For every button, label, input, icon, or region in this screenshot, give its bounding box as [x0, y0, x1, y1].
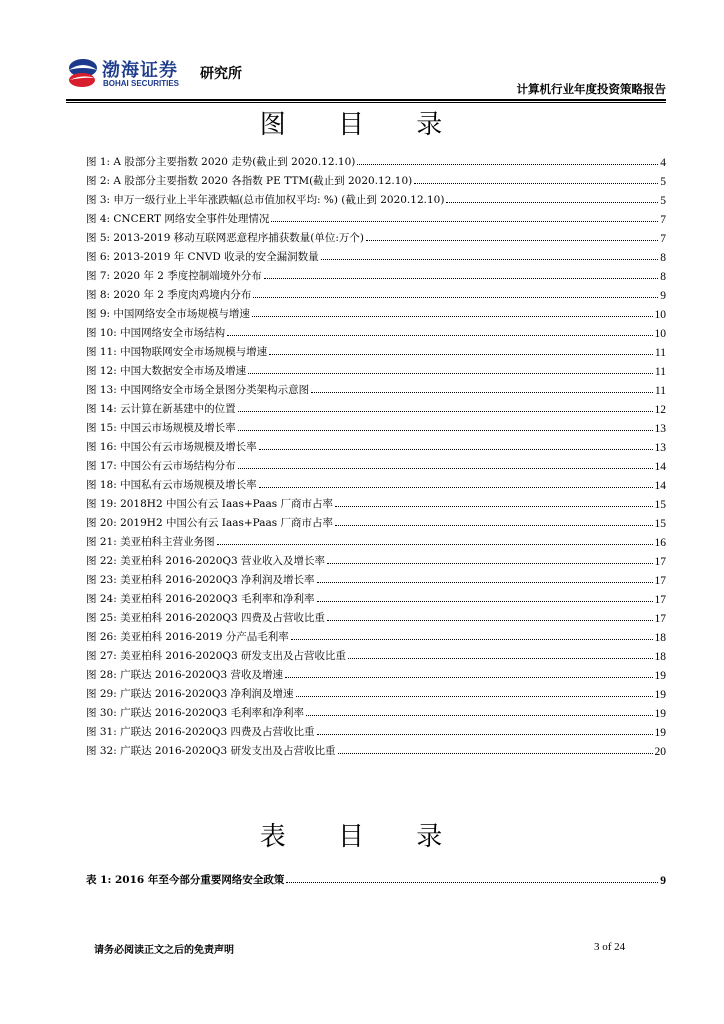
- toc-entry-label: 图 21: 美亚柏科主营业务图: [86, 536, 215, 548]
- toc-entry[interactable]: [86, 340, 666, 359]
- toc-entry[interactable]: [86, 150, 666, 169]
- toc-entry-page: 8: [660, 252, 666, 264]
- toc-entry-label: 图 29: 广联达 2016-2020Q3 净利润及增速: [86, 688, 294, 700]
- toc-entry-label: 图 32: 广联达 2016-2020Q3 研发支出及占营收比重: [86, 745, 336, 757]
- toc-entry-label: 图 12: 中国大数据安全市场及增速: [86, 365, 247, 377]
- logo-english-name: BOHAI SECURITIES: [103, 79, 180, 88]
- toc-entry-label: 图 20: 2019H2 中国公有云 Iaas+Paas 厂商市占率: [86, 517, 334, 529]
- toc-entry[interactable]: [86, 359, 666, 378]
- toc-entry-page: 17: [654, 613, 666, 625]
- bohai-logo-icon: [66, 56, 100, 90]
- toc-entry-page: 16: [654, 537, 666, 549]
- toc-dot-leader: [269, 354, 653, 355]
- toc-dot-leader: [291, 639, 653, 640]
- report-title: 计算机行业年度投资策略报告: [516, 82, 666, 96]
- toc-entry[interactable]: [86, 587, 666, 606]
- toc-entry[interactable]: [86, 378, 666, 397]
- toc-entry-page: 17: [654, 594, 666, 606]
- toc-entry-page: 7: [660, 233, 666, 245]
- toc-entry-label: 图 22: 美亚柏科 2016-2020Q3 营业收入及增长率: [86, 555, 326, 567]
- toc-entry-page: 18: [654, 632, 666, 644]
- toc-dot-leader: [414, 183, 658, 184]
- toc-entry-label: 图 9: 中国网络安全市场规模与增速: [86, 308, 250, 320]
- toc-dot-leader: [306, 715, 652, 716]
- toc-dot-leader: [317, 734, 653, 735]
- toc-dot-leader: [317, 582, 653, 583]
- page-header: [66, 50, 666, 100]
- toc-entry-page: 4: [660, 157, 666, 169]
- toc-dot-leader: [271, 221, 658, 222]
- toc-entry[interactable]: [86, 302, 666, 321]
- toc-dot-leader: [327, 563, 652, 564]
- toc-dot-leader: [296, 696, 653, 697]
- toc-entry[interactable]: [86, 644, 666, 663]
- toc-entry-page: 8: [660, 271, 666, 283]
- toc-entry-label: 图 1: A 股部分主要指数 2020 走势(截止到 2020.12.10): [86, 156, 356, 168]
- toc-entry-page: 17: [654, 575, 666, 587]
- toc-entry-label: 图 13: 中国网络安全市场全景图分类架构示意图: [86, 384, 310, 396]
- toc-entry[interactable]: [86, 264, 666, 283]
- toc-entry[interactable]: [86, 207, 666, 226]
- toc-entry[interactable]: [86, 321, 666, 340]
- toc-entry[interactable]: [86, 188, 666, 207]
- toc-dot-leader: [285, 677, 652, 678]
- toc-dot-leader: [238, 411, 653, 412]
- toc-dot-leader: [259, 487, 653, 488]
- toc-entry[interactable]: [86, 663, 666, 682]
- toc-entry-label: 图 6: 2013-2019 年 CNVD 收录的安全漏洞数量: [86, 251, 319, 263]
- toc-dot-leader: [446, 202, 658, 203]
- toc-dot-leader: [311, 392, 653, 393]
- toc-dot-leader: [259, 449, 653, 450]
- toc-entry-page: 13: [654, 442, 666, 454]
- toc-entry[interactable]: [86, 720, 666, 739]
- toc-entry-page: 11: [654, 366, 666, 378]
- toc-entry-label: 图 3: 申万一级行业上半年涨跌幅(总市值加权平均: %) (截止到 2020.12.10): [86, 194, 445, 206]
- logo-chinese-name: 渤海证券: [102, 60, 178, 81]
- toc-entry-label: 图 23: 美亚柏科 2016-2020Q3 净利润及增长率: [86, 574, 315, 586]
- toc-entry[interactable]: [86, 511, 666, 530]
- header-divider: [66, 99, 666, 101]
- toc-entry-label: 图 19: 2018H2 中国公有云 Iaas+Paas 厂商市占率: [86, 498, 334, 510]
- toc-entry[interactable]: [86, 283, 666, 302]
- figures-toc-title: 图 目 录: [259, 110, 465, 140]
- toc-entry-page: 19: [654, 708, 666, 720]
- toc-dot-leader: [252, 316, 653, 317]
- toc-entry-page: 11: [654, 347, 666, 359]
- toc-entry-label: 图 27: 美亚柏科 2016-2020Q3 研发支出及占营收比重: [86, 650, 347, 662]
- tables-toc: [86, 868, 666, 887]
- toc-entry-page: 19: [654, 670, 666, 682]
- toc-dot-leader: [335, 506, 652, 507]
- toc-entry-page: 20: [654, 746, 666, 758]
- toc-entry[interactable]: [86, 568, 666, 587]
- toc-dot-leader: [286, 882, 658, 883]
- toc-entry-label: 图 4: CNCERT 网络安全事件处理情况: [86, 213, 270, 225]
- toc-entry-page: 14: [654, 461, 666, 473]
- toc-entry[interactable]: [86, 473, 666, 492]
- toc-dot-leader: [264, 278, 658, 279]
- toc-entry-page: 7: [660, 214, 666, 226]
- toc-entry-page: 10: [654, 309, 666, 321]
- toc-entry-page: 14: [654, 480, 666, 492]
- toc-entry-label: 图 17: 中国公有云市场结构分布: [86, 460, 236, 472]
- toc-entry[interactable]: [86, 739, 666, 758]
- toc-entry-label: 图 18: 中国私有云市场规模及增长率: [86, 479, 257, 491]
- toc-entry[interactable]: [86, 416, 666, 435]
- figures-toc: [86, 150, 666, 758]
- toc-entry-label: 图 5: 2013-2019 移动互联网恶意程序捕获数量(单位:万个): [86, 232, 364, 244]
- toc-dot-leader: [321, 259, 659, 260]
- toc-entry[interactable]: [86, 606, 666, 625]
- toc-entry-page: 15: [654, 518, 666, 530]
- toc-entry-page: 5: [660, 195, 666, 207]
- institute-name: 研究所: [200, 66, 242, 82]
- toc-entry-label: 图 26: 美亚柏科 2016-2019 分产品毛利率: [86, 631, 289, 643]
- toc-entry-label: 图 25: 美亚柏科 2016-2020Q3 四费及占营收比重: [86, 612, 326, 624]
- toc-entry-page: 10: [654, 328, 666, 340]
- toc-entry[interactable]: [86, 492, 666, 511]
- toc-entry-label: 图 2: A 股部分主要指数 2020 各指数 PE TTM(截止到 2020.12.10): [86, 175, 413, 187]
- toc-entry-page: 15: [654, 499, 666, 511]
- toc-entry[interactable]: [86, 435, 666, 454]
- toc-entry[interactable]: [86, 530, 666, 549]
- toc-entry-page: 9: [660, 875, 666, 887]
- toc-dot-leader: [253, 297, 658, 298]
- toc-entry-label: 图 10: 中国网络安全市场结构: [86, 327, 226, 339]
- toc-dot-leader: [238, 430, 653, 431]
- toc-dot-leader: [238, 468, 653, 469]
- toc-entry[interactable]: [86, 868, 666, 887]
- page-number: 3 of 24: [594, 941, 626, 953]
- toc-dot-leader: [335, 525, 652, 526]
- toc-dot-leader: [338, 753, 653, 754]
- toc-entry-label: 图 31: 广联达 2016-2020Q3 四费及占营收比重: [86, 726, 315, 738]
- toc-dot-leader: [217, 544, 653, 545]
- toc-dot-leader: [317, 601, 653, 602]
- toc-entry-page: 17: [654, 556, 666, 568]
- toc-entry[interactable]: [86, 625, 666, 644]
- toc-dot-leader: [348, 658, 652, 659]
- toc-entry-page: 5: [660, 176, 666, 188]
- toc-entry[interactable]: [86, 549, 666, 568]
- toc-dot-leader: [357, 164, 658, 165]
- toc-entry-page: 12: [654, 404, 666, 416]
- toc-entry[interactable]: [86, 397, 666, 416]
- toc-entry[interactable]: [86, 454, 666, 473]
- toc-entry-page: 18: [654, 651, 666, 663]
- toc-entry-page: 9: [660, 290, 666, 302]
- toc-entry-label: 图 30: 广联达 2016-2020Q3 毛利率和净利率: [86, 707, 305, 719]
- toc-entry-page: 19: [654, 689, 666, 701]
- toc-entry-label: 表 1: 2016 年至今部分重要网络安全政策: [86, 874, 285, 886]
- toc-entry-page: 13: [654, 423, 666, 435]
- toc-entry-page: 11: [654, 385, 666, 397]
- toc-entry-label: 图 24: 美亚柏科 2016-2020Q3 毛利率和净利率: [86, 593, 315, 605]
- header-divider-thin: [66, 102, 666, 103]
- toc-entry[interactable]: [86, 682, 666, 701]
- toc-entry-page: 19: [654, 727, 666, 739]
- toc-entry-label: 图 7: 2020 年 2 季度控制端境外分布: [86, 270, 262, 282]
- toc-entry[interactable]: [86, 245, 666, 264]
- toc-entry[interactable]: [86, 701, 666, 720]
- toc-entry-label: 图 11: 中国物联网安全市场规模与增速: [86, 346, 268, 358]
- toc-dot-leader: [327, 620, 652, 621]
- toc-entry-label: 图 28: 广联达 2016-2020Q3 营收及增速: [86, 669, 284, 681]
- disclaimer-note: 请务必阅读正文之后的免责声明: [94, 945, 234, 956]
- toc-entry[interactable]: [86, 169, 666, 188]
- toc-entry-label: 图 16: 中国公有云市场规模及增长率: [86, 441, 257, 453]
- tables-toc-title: 表 目 录: [259, 822, 465, 852]
- toc-entry-label: 图 8: 2020 年 2 季度肉鸡境内分布: [86, 289, 252, 301]
- toc-entry[interactable]: [86, 226, 666, 245]
- toc-entry-label: 图 14: 云计算在新基建中的位置: [86, 403, 236, 415]
- toc-dot-leader: [248, 373, 653, 374]
- toc-entry-label: 图 15: 中国云市场规模及增长率: [86, 422, 236, 434]
- toc-dot-leader: [227, 335, 652, 336]
- toc-dot-leader: [366, 240, 658, 241]
